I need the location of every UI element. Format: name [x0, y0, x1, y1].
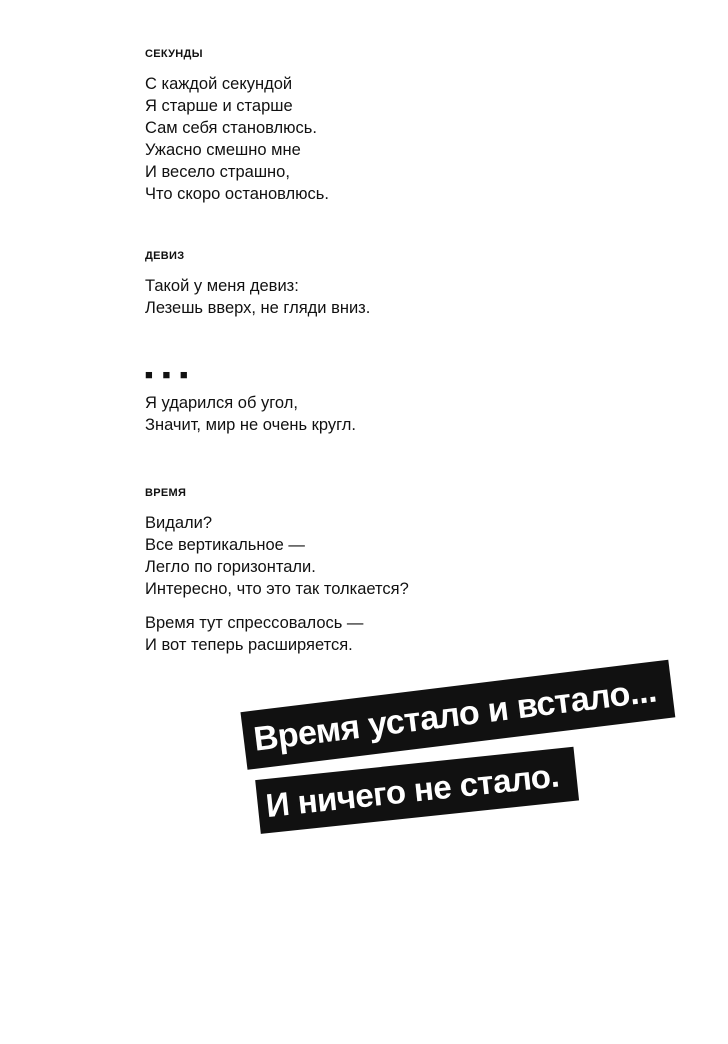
stanza [145, 612, 585, 656]
stanza [145, 73, 585, 205]
poem-seconds [145, 47, 585, 215]
poem-line: Легло по горизонтали. [145, 558, 316, 576]
poem-line: Видали? [145, 514, 213, 532]
poem-line: И весело страшно, [145, 163, 290, 181]
poem-time [145, 486, 585, 666]
poem-title: ВРЕМЯ [145, 487, 187, 499]
poem-line: Я старше и старше [145, 97, 293, 115]
poem-line: Такой у меня девиз: [145, 277, 299, 295]
stanza [145, 275, 585, 319]
poem-line: Значит, мир не очень кругл. [145, 416, 357, 434]
poem-motto [145, 249, 585, 329]
poem-untitled [145, 368, 585, 446]
stanza [145, 392, 585, 436]
banner-line-1: Время устало и встало... [240, 660, 675, 770]
poem-line: И вот теперь расширяется. [145, 636, 353, 654]
poem-line: Все вертикальное — [145, 536, 305, 554]
poem-title: СЕКУНДЫ [145, 48, 203, 60]
banner-line-2: И ничего не стало. [255, 747, 579, 834]
poem-line: С каждой секундой [145, 75, 293, 93]
poem-line: Я ударился об угол, [145, 394, 298, 412]
poem-line: Сам себя становлюсь. [145, 119, 317, 137]
stanza [145, 512, 585, 600]
poem-title: ДЕВИЗ [145, 250, 185, 262]
poem-line: Ужасно смешно мне [145, 141, 301, 159]
poem-line: Время тут спрессовалось — [145, 614, 364, 632]
poem-line: Лезешь вверх, не гляди вниз. [145, 299, 371, 317]
poem-line: Интересно, что это так толкается? [145, 580, 409, 598]
poem-title-dots: ■ ■ ■ [145, 367, 191, 382]
poem-line: Что скоро остановлюсь. [145, 185, 329, 203]
